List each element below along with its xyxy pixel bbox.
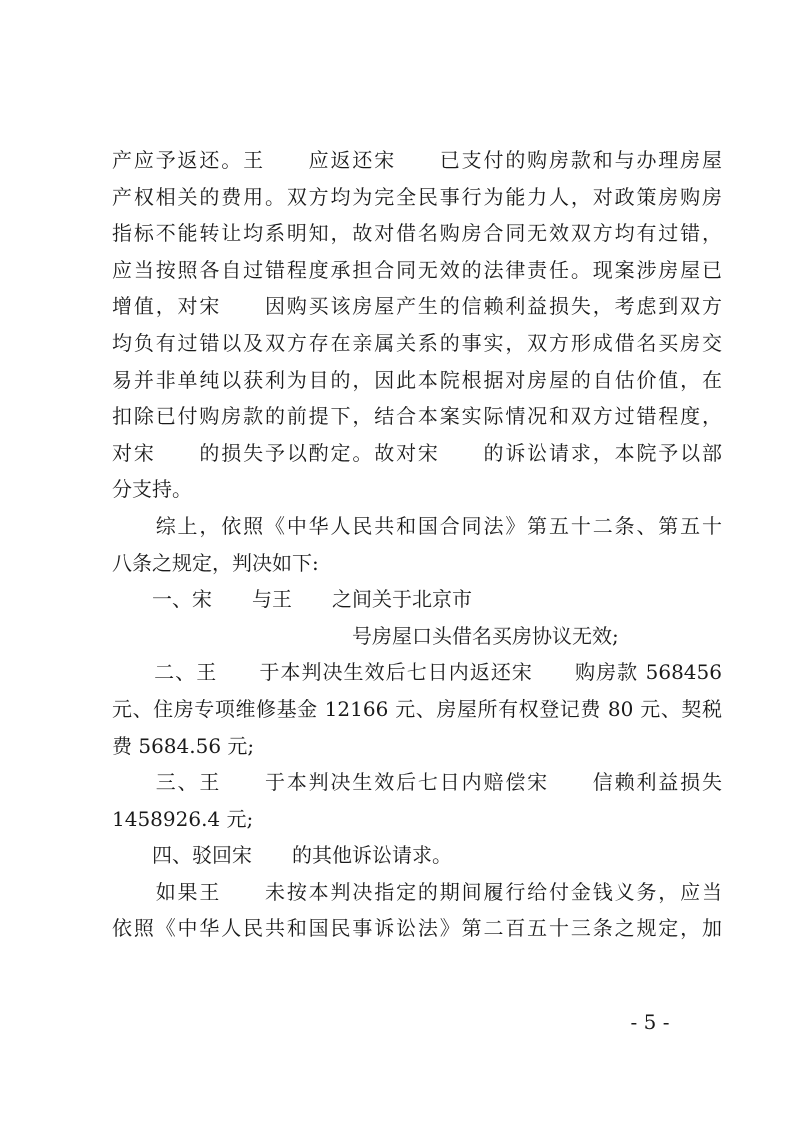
- text-line: 四、驳回宋 的其他诉讼请求。: [112, 843, 452, 868]
- text-line: 1458926.4 元;: [112, 806, 254, 831]
- text-line: 三、王 于本判决生效后七日内赔偿宋 信赖利益损失: [112, 770, 722, 795]
- text-line: 产权相关的费用。双方均为完全民事行为能力人，对政策房购房: [112, 184, 722, 209]
- text-line: 如果王 未按本判决指定的期间履行给付金钱义务，应当: [112, 879, 722, 904]
- text-line: 依照《中华人民共和国民事诉讼法》第二百五十三条之规定，加: [112, 916, 722, 941]
- judgment-text-body: [112, 142, 722, 947]
- text-line: 产应予返还。王 应返还宋 已支付的购房款和与办理房屋: [112, 148, 722, 172]
- text-line: 对宋 的损失予以酌定。故对宋 的诉讼请求，本院予以部: [112, 440, 722, 465]
- text-line: 扣除已付购房款的前提下，结合本案实际情况和双方过错程度，: [112, 404, 722, 429]
- page-number: - 5 -: [630, 1010, 670, 1034]
- text-line: 易并非单纯以获利为目的，因此本院根据对房屋的自估价值，在: [112, 367, 722, 392]
- text-line: 一、宋 与王 之间关于北京市: [112, 587, 472, 612]
- text-line: 应当按照各自过错程度承担合同无效的法律责任。现案涉房屋已: [112, 257, 722, 282]
- text-line: 号房屋口头借名买房协议无效;: [112, 623, 619, 648]
- text-line: 综上，依照《中华人民共和国合同法》第五十二条、第五十: [112, 513, 722, 538]
- text-line: 二、王 于本判决生效后七日内返还宋 购房款 568456: [112, 660, 722, 685]
- text-line: 分支持。: [112, 477, 192, 502]
- text-line: 元、住房专项维修基金 12166 元、房屋所有权登记费 80 元、契税: [112, 696, 722, 721]
- text-line: 增值，对宋 因购买该房屋产生的信赖利益损失，考虑到双方: [112, 294, 722, 319]
- text-line: 八条之规定，判决如下:: [112, 550, 319, 575]
- text-line: 费 5684.56 元;: [112, 733, 255, 758]
- text-line: 指标不能转让均系明知，故对借名购房合同无效双方均有过错，: [112, 221, 722, 246]
- text-line: 均负有过错以及双方存在亲属关系的事实，双方形成借名买房交: [112, 330, 722, 355]
